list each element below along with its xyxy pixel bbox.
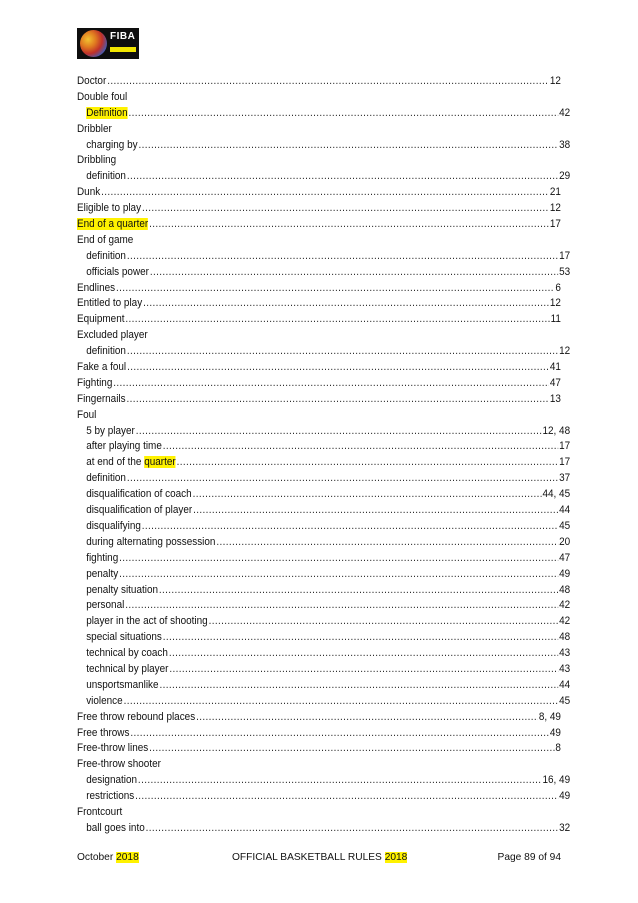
dot-leader [101,185,549,201]
dot-leader [124,694,559,710]
dot-leader [169,646,558,662]
index-term: End of a quarter [77,218,149,231]
index-term: definition [86,170,126,183]
index-term: player in the act of shooting [86,615,208,628]
index-heading [77,408,561,424]
dot-leader [159,678,558,694]
footer-page-number: Page 89 of 94 [497,852,561,863]
dot-leader [138,773,542,789]
dot-leader [163,630,558,646]
dot-leader [150,265,558,281]
index-term: Frontcourt [77,805,123,818]
index-entry [77,694,570,710]
index-term: Dribbling [77,154,117,167]
index-entry [77,519,570,535]
page-reference: 8, 49 [538,710,561,723]
index-entry [77,265,570,281]
index-term: during alternating possession [86,535,216,548]
index-heading [77,233,561,249]
index-term: disqualification of player [86,504,193,517]
index-term: Dunk [77,186,101,199]
dot-leader [216,535,558,551]
index-entry [77,281,561,297]
dot-leader [135,789,558,805]
index-entry [77,789,570,805]
index-term: definition [86,249,126,262]
dot-leader [193,503,558,519]
index-heading [77,805,561,821]
dot-leader [177,455,559,471]
index-term: Fingernails [77,392,126,405]
page-reference: 21 [549,186,561,199]
index-term: Excluded player [77,329,148,342]
index-term: Foul [77,408,97,421]
index-entry [77,662,570,678]
page-reference: 13 [549,392,561,405]
index-term: Free-throw shooter [77,758,161,771]
index-term: Definition [86,106,128,119]
index-entry [77,312,561,328]
index-entry [77,217,561,233]
dot-leader [113,376,549,392]
page-reference: 38 [559,138,571,151]
page-reference: 17 [559,249,571,262]
index-entry [77,551,570,567]
index-entry [77,598,570,614]
page-reference: 44 [559,504,571,517]
index-entry [77,185,561,201]
page-reference: 20 [559,535,571,548]
index-term: definition [86,345,126,358]
index-entry [77,439,570,455]
index-term: designation [86,774,138,787]
footer-title: OFFICIAL BASKETBALL RULES 2018 [232,852,408,863]
index-term: penalty [86,567,119,580]
index-term: unsportsmanlike [86,678,159,691]
index-entry [77,773,570,789]
index-term: at end of the quarter [86,456,176,469]
index-term: Endlines [77,281,116,294]
index-term: Dribbler [77,122,112,135]
dot-leader [127,344,558,360]
index-entry [77,678,570,694]
dot-leader [193,487,542,503]
page-reference: 29 [559,170,571,183]
page-reference: 42 [559,599,571,612]
page-reference: 11 [550,313,561,326]
index-entry [77,169,570,185]
page-reference: 17 [559,456,571,469]
index-entry [77,106,570,122]
index-heading [77,153,561,169]
page-reference: 47 [559,551,571,564]
basketball-globe-icon [80,30,107,57]
index-entry [77,201,561,217]
fiba-logo [77,28,139,59]
index-entry [77,138,570,154]
index-term: special situations [86,631,162,644]
logo-tagline [110,47,136,52]
dot-leader [143,296,549,312]
page-reference: 49 [559,790,571,803]
dot-leader [127,392,549,408]
page-reference: 12 [549,202,561,215]
index-entry [77,424,570,440]
index-list [77,74,571,837]
index-entry [77,535,570,551]
page-reference: 45 [559,519,571,532]
index-entry [77,487,570,503]
page-reference: 42 [559,106,571,119]
index-term: Eligible to play [77,202,142,215]
page-footer [77,852,561,866]
index-entry [77,567,570,583]
index-heading [77,328,561,344]
index-term: Free throw rebound places [77,710,196,723]
index-entry [77,360,561,376]
dot-leader [142,201,549,217]
index-term: Fighting [77,376,113,389]
page-reference: 45 [559,694,571,707]
index-entry [77,503,570,519]
index-entry [77,344,570,360]
index-entry [77,583,570,599]
index-heading [77,90,561,106]
index-term: penalty situation [86,583,158,596]
page-reference: 43 [559,662,571,675]
index-term: Equipment [77,313,125,326]
page-reference: 32 [559,821,571,834]
index-term: Free throws [77,726,130,739]
dot-leader [138,138,558,154]
index-entry [77,249,570,265]
page-reference: 12, 48 [542,424,571,437]
dot-leader [209,614,559,630]
index-term: Entitled to play [77,297,143,310]
page-reference: 16, 49 [542,774,571,787]
index-entry [77,630,570,646]
dot-leader [119,551,558,567]
page-reference: 53 [559,265,571,278]
dot-leader [149,217,549,233]
index-term: after playing time [86,440,162,453]
page-reference: 17 [559,440,571,453]
dot-leader [127,249,558,265]
index-heading [77,757,561,773]
page-reference: 44, 45 [542,488,571,501]
index-entry [77,392,561,408]
index-term: personal [86,599,125,612]
index-term: restrictions [86,790,135,803]
dot-leader [169,662,558,678]
index-term: charging by [86,138,138,151]
index-term: Fake a foul [77,361,127,374]
dot-leader [125,312,549,328]
index-term: Doctor [77,75,107,87]
index-entry [77,74,561,90]
index-entry [77,614,570,630]
index-term: violence [86,694,123,707]
index-term: Free-throw lines [77,742,149,755]
footer-date: October 2018 [77,852,139,863]
index-term: fighting [86,551,119,564]
index-term: disqualifying [86,519,141,532]
dot-leader [127,169,558,185]
page-reference: 49 [549,726,561,739]
page-reference: 49 [559,567,571,580]
dot-leader [159,583,558,599]
page-reference: 37 [559,472,571,485]
page-reference: 44 [559,678,571,691]
dot-leader [136,424,542,440]
index-entry [77,455,570,471]
dot-leader [196,710,538,726]
page-reference: 48 [559,583,571,596]
index-term: officials power [86,265,149,278]
index-entry [77,821,570,837]
index-term: technical by coach [86,647,168,660]
index-term: 5 by player [86,424,135,437]
page-reference: 17 [549,218,561,231]
index-term: Double foul [77,90,128,103]
index-term: End of game [77,233,134,246]
index-term: ball goes into [86,821,145,834]
dot-leader [127,471,558,487]
index-term: definition [86,472,126,485]
page-reference: 12 [549,297,561,310]
index-entry [77,726,561,742]
dot-leader [149,741,554,757]
index-term: disqualification of coach [86,488,192,501]
dot-leader [127,360,549,376]
dot-leader [146,821,558,837]
dot-leader [119,567,558,583]
page-reference: 47 [549,376,561,389]
page-reference: 42 [559,615,571,628]
index-entry [77,646,570,662]
page-reference: 8 [555,742,561,755]
dot-leader [129,106,559,122]
index-term: technical by player [86,662,169,675]
logo-wordmark: FIBA [110,31,136,42]
index-entry [77,710,561,726]
page-reference: 41 [549,361,561,374]
page-reference: 43 [559,647,571,660]
page-reference: 6 [555,281,561,294]
dot-leader [130,726,549,742]
page-reference: 12 [559,345,571,358]
dot-leader [163,439,558,455]
dot-leader [107,74,549,90]
page-reference: 12 [549,75,561,87]
dot-leader [142,519,558,535]
index-entry [77,741,561,757]
index-entry [77,296,561,312]
index-entry [77,471,570,487]
index-heading [77,122,561,138]
page-reference: 48 [559,631,571,644]
index-entry [77,376,561,392]
dot-leader [116,281,554,297]
dot-leader [125,598,558,614]
